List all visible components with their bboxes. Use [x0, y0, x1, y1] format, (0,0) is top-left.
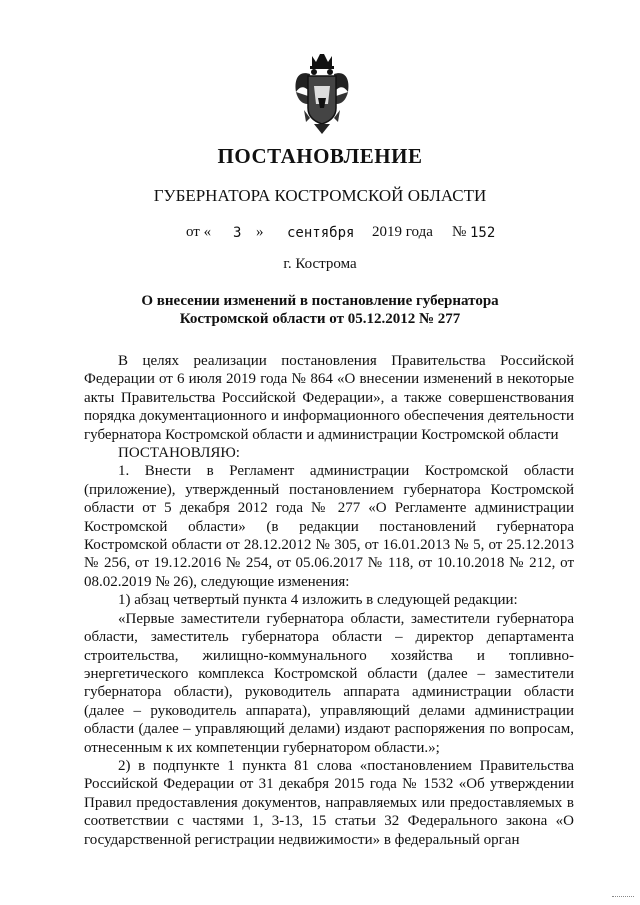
date-year: 2019 года — [372, 224, 433, 240]
preamble-paragraph: В целях реализации постановления Правительства Российской Федерации от 6 июля 2019 года № 864 «О внесении изменений в некоторые акты Правительства Российской Федерации», а также совершенствования порядка документационного и информационного обеспечения деятельности губернатора Костромской области и администрации Костромской области — [84, 353, 574, 443]
item-1-paragraph: 1. Внести в Регламент администрации Костромской области (приложение), утвержденный постановлением губернатора Костромской области от 5 декабря 2012 года № 277 «О Регламенте администрации Костромской области» (в редакции постановлений губернатора Костромской области от 28.12.2012 № 305, от 16.01.2013 № 5, от 25.12.2013 № 256, от 19.12.2016 № 254, от 05.06.2017 № 118, от 10.10.2018 № 212, от 08.02.2019 № 26), следующие изменения: — [84, 463, 574, 590]
number-sign: № — [452, 224, 467, 240]
date-number-line — [0, 224, 640, 246]
decree-word: ПОСТАНОВЛЯЮ: — [118, 445, 240, 462]
document-subject — [0, 292, 640, 328]
quoted-amendment-paragraph: «Первые заместители губернатора области, заместители губернатора области, заместитель губернатора области – директор департамента строительства, жилищно-коммунального хозяйства и топливно-энергетического комплекса Костромской области (далее – заместители губернатора области), руководитель аппарата администрации области (далее – руководитель аппарата), управляющий делами администрации области (далее – управляющий делами) издают распоряжения по вопросам, отнесенным к их компетенции губернатором области.»; — [84, 610, 574, 756]
document-body — [84, 352, 574, 849]
document-type-heading: ПОСТАНОВЛЕНИЕ — [217, 144, 423, 168]
date-month: сентября — [287, 225, 355, 241]
date-close-quote: » — [256, 224, 264, 240]
scan-artifact-mark — [612, 896, 634, 901]
subject-line-1: О внесении изменений в постановление губернатора — [141, 293, 499, 309]
issuer-heading: ГУБЕРНАТОРА КОСТРОМСКОЙ ОБЛАСТИ — [153, 186, 487, 205]
subject-line-2: Костромской области от 05.12.2012 № 277 — [179, 311, 461, 327]
date-day: 3 — [233, 225, 242, 241]
city-line: г. Кострома — [283, 256, 357, 272]
sub-item-1-paragraph: 1) абзац четвертый пункта 4 изложить в следующей редакции: — [118, 592, 518, 609]
document-number: 152 — [470, 225, 496, 241]
coat-of-arms-icon — [292, 52, 352, 136]
date-prefix: от « — [186, 224, 212, 240]
sub-item-2-paragraph: 2) в подпункте 1 пункта 81 слова «постановлением Правительства Российской Федерации от 31 декабря 2015 года № 1532 «Об утверждении Правил предоставления документов, направляемых или предоставляемых в соответствии с частями 1, 3-13, 15 статьи 32 Федерального закона «О государственной регистрации недвижимости» в федеральный орган — [84, 757, 574, 848]
